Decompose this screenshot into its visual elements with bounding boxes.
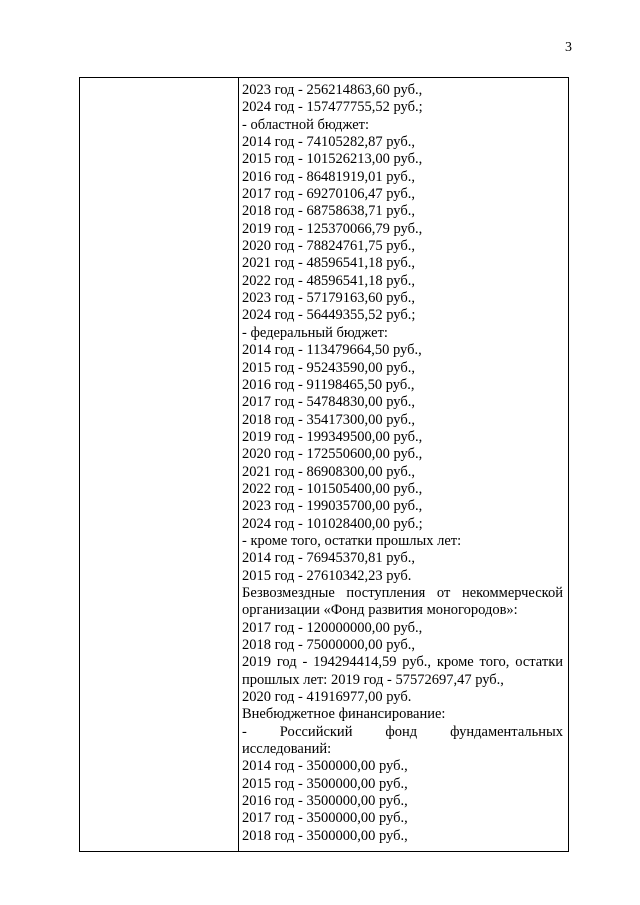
budget-line: 2017 год - 54784830,00 руб.,: [242, 394, 415, 411]
table-left-cell: [80, 78, 239, 851]
funding-table: [79, 77, 569, 852]
fund-paragraph: Безвозмездные поступления от некоммерческой организации «Фонд развития моногородов»:: [242, 584, 563, 619]
budget-line: 2015 год - 101526213,00 руб.,: [242, 151, 423, 168]
budget-line: 2023 год - 57179163,60 руб.,: [242, 290, 415, 307]
budget-line: 2014 год - 74105282,87 руб.,: [242, 134, 415, 151]
budget-line: 2014 год - 76945370,81 руб.,: [242, 550, 415, 567]
budget-line: 2015 год - 3500000,00 руб.,: [242, 775, 408, 792]
budget-line: 2021 год - 48596541,18 руб.,: [242, 255, 415, 272]
budget-line: 2017 год - 69270106,47 руб.,: [242, 186, 415, 203]
budget-line: 2014 год - 113479664,50 руб.,: [242, 342, 422, 359]
budget-line: 2017 год - 3500000,00 руб.,: [242, 810, 408, 827]
budget-line: 2019 год - 199349500,00 руб.,: [242, 428, 423, 445]
section-heading-regional: - областной бюджет:: [242, 116, 370, 133]
budget-line: 2020 год - 41916977,00 руб.: [242, 689, 412, 706]
budget-line: 2024 год - 157477755,52 руб.;: [242, 99, 423, 116]
budget-line: 2016 год - 3500000,00 руб.,: [242, 793, 408, 810]
section-heading-remainders: - кроме того, остатки прошлых лет:: [242, 532, 462, 549]
table-right-cell: [242, 82, 563, 845]
budget-line: 2024 год - 101028400,00 руб.;: [242, 515, 423, 532]
budget-line: 2019 год - 125370066,79 руб.,: [242, 220, 423, 237]
budget-line: 2015 год - 27610342,23 руб.: [242, 567, 412, 584]
extrabudget-heading: Внебюджетное финансирование:: [242, 706, 446, 723]
budget-line: 2018 год - 75000000,00 руб.,: [242, 637, 415, 653]
budget-line: 2018 год - 35417300,00 руб.,: [242, 411, 415, 428]
fund-2019-paragraph: 2019 год - 194294414,59 руб., кроме того, остатки прошлых лет: 2019 год - 57572697,47 руб.,: [242, 654, 563, 688]
budget-line: 2023 год - 199035700,00 руб.,: [242, 498, 423, 515]
budget-line: 2020 год - 78824761,75 руб.,: [242, 238, 415, 255]
budget-line: 2022 год - 101505400,00 руб.,: [242, 480, 423, 497]
budget-line: 2023 год - 256214863,60 руб.,: [242, 82, 423, 98]
budget-line: 2016 год - 86481919,01 руб.,: [242, 168, 415, 185]
budget-line: 2021 год - 86908300,00 руб.,: [242, 463, 415, 480]
budget-line: 2018 год - 3500000,00 руб.,: [242, 827, 408, 844]
section-heading-federal: - федеральный бюджет:: [242, 324, 388, 341]
budget-line: 2024 год - 56449355,52 руб.;: [242, 307, 416, 324]
rffi-paragraph: - Российский фонд фундаментальных исследований:: [242, 723, 563, 758]
budget-line: 2015 год - 95243590,00 руб.,: [242, 359, 415, 376]
page-number: 3: [565, 40, 572, 55]
budget-line: 2014 год - 3500000,00 руб.,: [242, 758, 408, 775]
budget-line: 2020 год - 172550600,00 руб.,: [242, 446, 423, 463]
budget-line: 2017 год - 120000000,00 руб.,: [242, 619, 423, 636]
budget-line: 2018 год - 68758638,71 руб.,: [242, 203, 415, 220]
budget-line: 2022 год - 48596541,18 руб.,: [242, 272, 415, 289]
budget-line: 2016 год - 91198465,50 руб.,: [242, 376, 415, 393]
